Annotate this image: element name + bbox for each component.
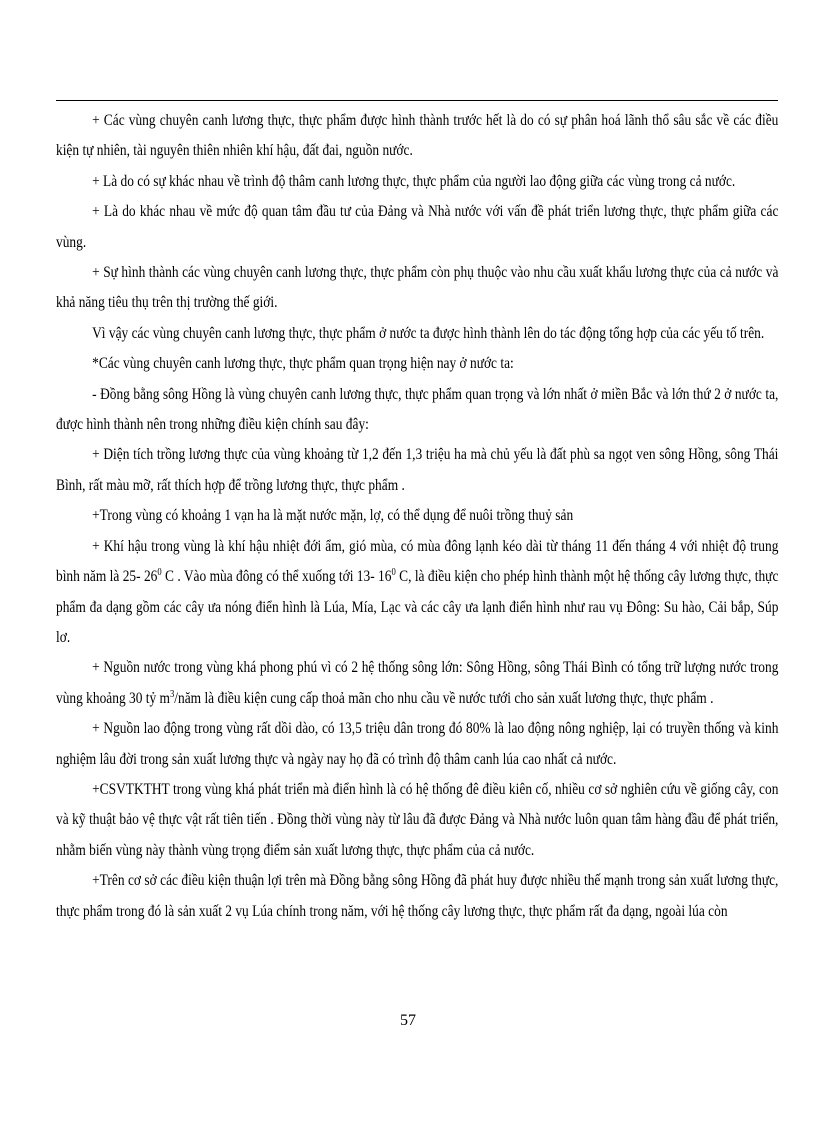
- climate-text-3: C, là điều kiện cho phép hình thành một hệ thống cây lương thực, thực phẩm đa dạng gồm các cây ưa nóng điển hình là Lúa, Mía, Lạc và các cây ưa lạnh điển hình như rau vụ Đông: Su hào, Cải bắp, Súp lơ.: [56, 568, 779, 646]
- climate-text-1: + Khí hậu trong vùng là khí hậu nhiệt đới ẩm, gió mùa, có mùa đông lạnh kéo dài từ tháng 11 đến tháng 4 với nhiệt độ trung bình năm là 25- 26: [56, 537, 779, 586]
- paragraph: *Các vùng chuyên canh lương thực, thực phẩm quan trọng hiện nay ở nước ta:: [92, 355, 514, 373]
- paragraph: +Trong vùng có khoảng 1 vạn ha là mặt nước mặn, lợ, có thể dụng để nuôi trồng thuỷ sản: [92, 507, 574, 525]
- paragraph: + Là do khác nhau về mức độ quan tâm đầu tư của Đảng và Nhà nước với vấn đề phát triển lương thực, thực phẩm giữa các vùng.: [56, 203, 779, 251]
- body-text: [56, 106, 778, 927]
- paragraph: + Diện tích trồng lương thực của vùng khoảng từ 1,2 đến 1,3 triệu ha mà chủ yếu là đất phù sa ngọt ven sông Hồng, sông Thái Bình, rất màu mỡ, rất thích hợp để trồng lương thực, thực phẩm .: [56, 446, 779, 494]
- paragraph-climate: [56, 532, 778, 654]
- top-rule: [56, 100, 778, 101]
- paragraph-water: [56, 653, 778, 714]
- paragraph: + Là do có sự khác nhau về trình độ thâm canh lương thực, thực phẩm của người lao động giữa các vùng trong cả nước.: [92, 172, 736, 190]
- climate-text-2: C . Vào mùa đông có thể xuống tới 13- 16: [161, 568, 392, 586]
- paragraph: Vì vậy các vùng chuyên canh lương thực, thực phẩm ở nước ta được hình thành lên do tác động tổng hợp của các yếu tố trên.: [92, 324, 765, 342]
- water-text-1: + Nguồn nước trong vùng khá phong phú vì có 2 hệ thống sông lớn: Sông Hồng, sông Thái Bình có tổng trữ lượng nước trong vùng khoảng 30 tỷ m: [56, 659, 779, 707]
- paragraph: +Trên cơ sở các điều kiện thuận lợi trên mà Đồng bằng sông Hồng đã phát huy được nhiều thế mạnh trong sản xuất lương thực, thực phẩm trong đó là sản xuất 2 vụ Lúa chính trong năm, với hệ thống cây lương thực, thực phẩm rất đa dạng, ngoài lúa còn: [56, 872, 779, 920]
- cubic-superscript: 3: [169, 688, 175, 700]
- paragraph: - Đồng bằng sông Hồng là vùng chuyên canh lương thực, thực phẩm quan trọng và lớn nhất ở miền Bắc và lớn thứ 2 ở nước ta, được hình thành nên trong những điều kiện chính sau đây:: [56, 385, 779, 434]
- water-text-2: /năm là điều kiện cung cấp thoả mãn cho nhu cầu về nước tưới cho sản xuất lương thực, thực phẩm .: [174, 689, 714, 707]
- degree-superscript: 0: [157, 566, 162, 578]
- paragraph: + Các vùng chuyên canh lương thực, thực phẩm được hình thành trước hết là do có sự phân hoá lãnh thổ sâu sắc về các điều kiện tự nhiên, tài nguyên thiên nhiên khí hậu, đất đai, nguồn nước.: [56, 112, 779, 160]
- degree-superscript: 0: [391, 566, 396, 578]
- page-number: 57: [400, 1012, 416, 1029]
- paragraph: + Sự hình thành các vùng chuyên canh lương thực, thực phẩm còn phụ thuộc vào nhu cầu xuất khẩu lương thực của cả nước và khả năng tiêu thụ trên thị trường thế giới.: [56, 264, 779, 312]
- paragraph: +CSVTKTHT trong vùng khá phát triển mà điển hình là có hệ thống đê điều kiên cố, nhiều cơ sở nghiên cứu về giống cây, con và kỹ thuật bảo vệ thực vật rất tiên tiến . Đồng thời vùng này từ lâu đã được Đảng và Nhà nước luôn quan tâm hàng đầu để phát triển, nhằm biến vùng này thành vùng trọng điểm sản xuất lương thực, thực phẩm của cả nước.: [56, 780, 779, 859]
- paragraph: + Nguồn lao động trong vùng rất dồi dào, có 13,5 triệu dân trong đó 80% là lao động nông nghiệp, lại có truyền thống và kinh nghiệm lâu đời trong sản xuất lương thực và ngày nay họ đã có trình độ thâm canh lúa cao nhất cả nước.: [56, 720, 779, 768]
